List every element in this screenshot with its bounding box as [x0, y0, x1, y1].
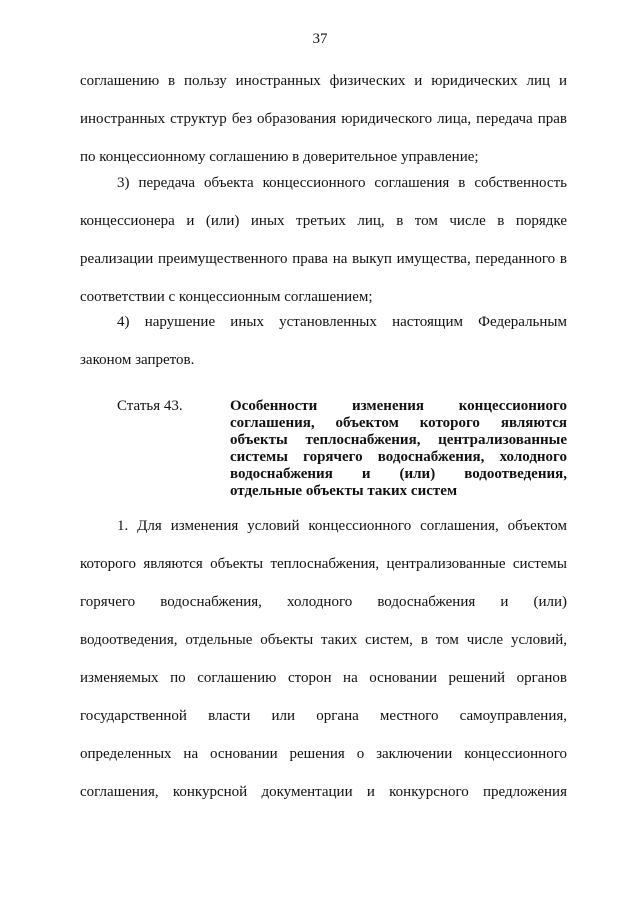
text-line: водоотведения, отдельные объекты таких систем, в том числе условий, — [80, 632, 567, 648]
text-line: изменяемых по соглашению сторон на основании решений органов — [80, 670, 567, 686]
list-item-3 — [80, 164, 567, 316]
text-line: иностранных структур без образования юридического лица, передача прав — [80, 111, 567, 127]
article-title-line: водоснабжения и (или) водоотведения, — [230, 466, 567, 482]
article-title-line: отдельные объекты таких систем — [230, 483, 458, 499]
text-line: горячего водоснабжения, холодного водоснабжения и (или) — [80, 594, 567, 610]
text-line: соглашению в пользу иностранных физических и юридических лиц и — [80, 73, 567, 89]
text-line: 3) передача объекта концессионного соглашения в собственность — [117, 175, 567, 191]
list-item-4 — [80, 303, 567, 379]
article-title-line: соглашения, объектом которого являются — [230, 415, 567, 431]
text-line: государственной власти или органа местного самоуправления, — [80, 708, 567, 724]
text-line: законом запретов. — [80, 352, 195, 368]
article-title — [230, 398, 567, 500]
article-title-line: системы горячего водоснабжения, холодного — [230, 449, 567, 465]
text-line: соглашения, конкурсной документации и конкурсного предложения — [80, 784, 567, 800]
text-line: концессионера и (или) иных третьих лиц, в том числе в порядке — [80, 213, 567, 229]
text-line: по концессионному соглашению в доверительное управление; — [80, 149, 479, 165]
text-line: определенных на основании решения о заключении концессионного — [80, 746, 567, 762]
article-number: Статья 43. — [117, 398, 183, 414]
article-title-line: Особенности изменения концессиониого — [230, 398, 567, 414]
article-paragraph-1 — [80, 507, 567, 811]
text-line: реализации преимущественного права на выкуп имущества, переданного в — [80, 251, 567, 267]
text-line: 1. Для изменения условий концессионного соглашения, объектом — [117, 518, 567, 534]
page-number: 37 — [312, 31, 328, 47]
paragraph-continuation — [80, 62, 567, 176]
text-line: соответствии с концессионным соглашением; — [80, 289, 373, 305]
text-line: 4) нарушение иных установленных настоящим Федеральным — [117, 314, 567, 330]
text-line: которого являются объекты теплоснабжения, централизованные системы — [80, 556, 567, 572]
article-title-line: объекты теплоснабжения, централизованные — [230, 432, 567, 448]
